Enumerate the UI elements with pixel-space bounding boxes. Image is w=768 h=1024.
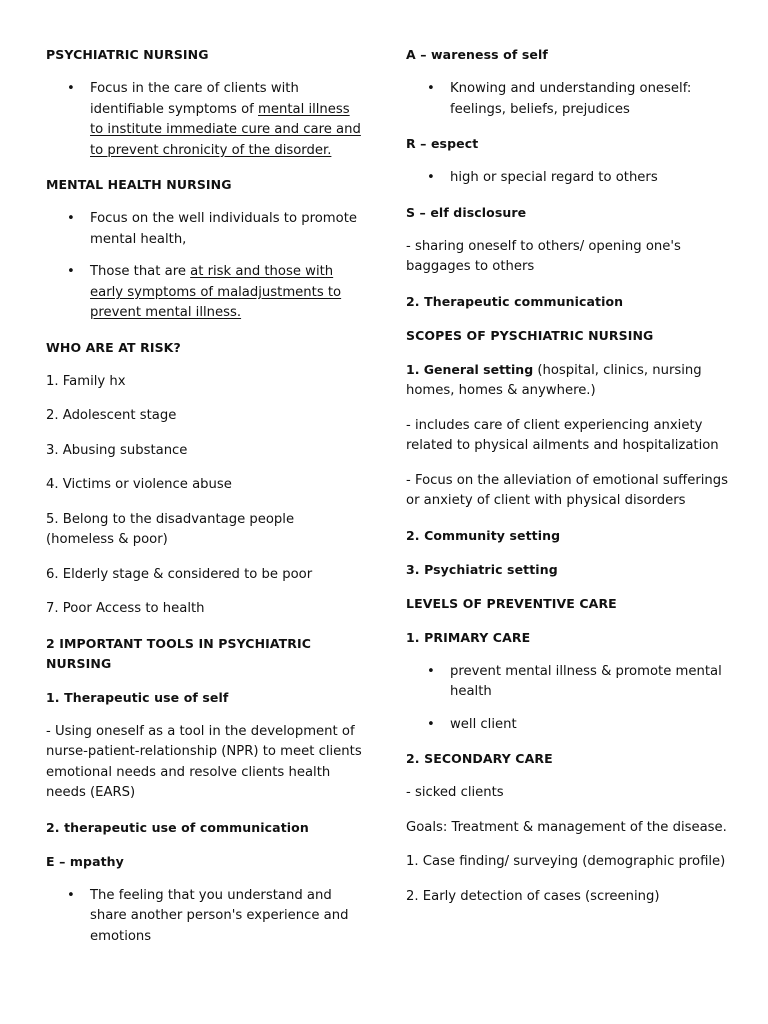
mental-health-nursing-list [46, 209, 366, 324]
list-item [406, 168, 736, 189]
item-text: The feeling that you understand and share another person's experience and emotions [90, 887, 349, 944]
risk-item: 5. Belong to the disadvantage people (homeless & poor) [46, 511, 295, 547]
scopes-heading: SCOPES OF PYSCHIATRIC NURSING [406, 327, 654, 343]
bullet-icon: • [67, 887, 75, 903]
item-text: prevent mental illness & promote mental health [450, 663, 722, 699]
bullet-icon: • [427, 663, 435, 679]
general-setting-note: - includes care of client experiencing anxiety related to physical ailments and hospitalization [406, 417, 719, 453]
therapeutic-communication-heading: 2. Therapeutic communication [406, 293, 624, 309]
awareness-list [406, 79, 736, 120]
general-setting-detail: (hospital, clinics, nursing homes, homes & anywhere.) [406, 362, 702, 398]
primary-care-heading: 1. PRIMARY CARE [406, 629, 531, 645]
secondary-care-heading: 2. SECONDARY CARE [406, 751, 553, 766]
tool-therapeutic-communication-heading: 2. therapeutic use of communication [46, 819, 309, 835]
risk-item: 2. Adolescent stage [46, 408, 177, 423]
empathy-heading: E – mpathy [46, 853, 124, 869]
item-underlined-text: mental illness to institute immediate cure and care and to prevent chronicity of the disorder. [90, 101, 361, 158]
left-column [46, 45, 366, 961]
risk-item: 3. Abusing substance [46, 442, 188, 458]
list-item [406, 715, 736, 736]
bullet-icon: • [67, 81, 75, 96]
general-setting-note: - Focus on the alleviation of emotional sufferings or anxiety of client with physical disorders [406, 472, 729, 508]
respect-heading: R – espect [406, 136, 479, 151]
general-setting-label: 1. General setting [406, 361, 534, 377]
right-column [406, 45, 736, 921]
primary-care-list [406, 662, 736, 736]
psychiatric-setting-heading: 3. Psychiatric setting [406, 561, 558, 577]
community-setting-heading: 2. Community setting [406, 527, 561, 543]
bullet-icon: • [427, 170, 435, 185]
secondary-care-note: - sicked clients [406, 785, 504, 800]
secondary-care-item: 1. Case finding/ surveying (demographic profile) [406, 854, 726, 869]
item-text: well client [450, 716, 517, 732]
list-item [46, 262, 366, 324]
item-text: Focus in the care of clients with identifiable symptoms of [90, 81, 299, 117]
bullet-icon: • [427, 716, 435, 732]
list-item [46, 886, 366, 948]
tool-therapeutic-self-heading: 1. Therapeutic use of self [46, 689, 229, 705]
bullet-icon: • [67, 211, 75, 226]
risk-item: 6. Elderly stage & considered to be poor [46, 566, 313, 582]
secondary-care-goals: Goals: Treatment & management of the disease. [406, 819, 727, 835]
item-text: Those that are [90, 264, 191, 279]
list-item [46, 79, 366, 161]
awareness-heading: A – wareness of self [406, 47, 548, 62]
self-disclosure-heading: S – elf disclosure [406, 204, 527, 220]
mental-health-nursing-heading: MENTAL HEALTH NURSING [46, 177, 232, 192]
who-at-risk-heading: WHO ARE AT RISK? [46, 339, 181, 355]
tool-therapeutic-self-text: - Using oneself as a tool in the development of nurse-patient-relationship (NPR) to meet clients emotional needs and resolve clients health needs (EARS) [46, 723, 362, 800]
levels-preventive-care-heading: LEVELS OF PREVENTIVE CARE [406, 595, 617, 611]
secondary-care-item: 2. Early detection of cases (screening) [406, 888, 660, 904]
bullet-icon: • [427, 81, 435, 96]
risk-item: 7. Poor Access to health [46, 601, 205, 616]
self-disclosure-text: - sharing oneself to others/ opening one's baggages to others [406, 238, 681, 274]
list-item [406, 79, 736, 120]
item-underlined-text: at risk and those with early symptoms of maladjustments to prevent mental illness. [90, 264, 342, 320]
important-tools-heading: 2 IMPORTANT TOOLS IN PSYCHIATRIC NURSING [46, 635, 312, 671]
bullet-icon: • [67, 264, 75, 279]
respect-list [406, 168, 736, 189]
empathy-list [46, 886, 366, 948]
item-text: Knowing and understanding oneself: feelings, beliefs, prejudices [450, 81, 692, 117]
list-item [46, 209, 366, 250]
psychiatric-nursing-list [46, 79, 366, 161]
risk-item: 4. Victims or violence abuse [46, 477, 232, 492]
general-setting-paragraph [406, 360, 736, 402]
item-text: Focus on the well individuals to promote mental health, [90, 211, 357, 247]
psychiatric-nursing-heading: PSYCHIATRIC NURSING [46, 47, 209, 62]
risk-item: 1. Family hx [46, 373, 126, 389]
list-item [406, 662, 736, 703]
item-text: high or special regard to others [450, 170, 658, 185]
